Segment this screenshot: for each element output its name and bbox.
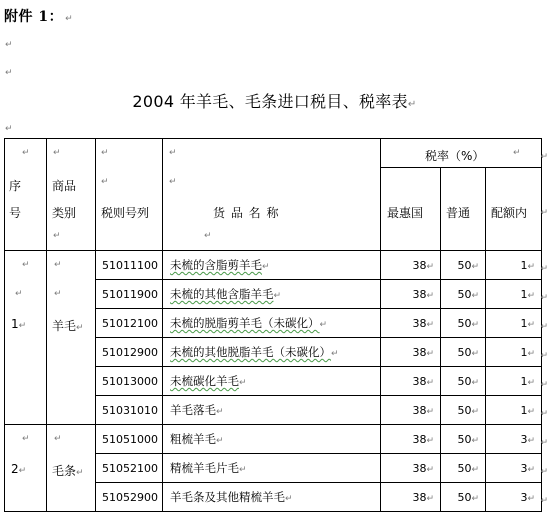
name-cell: 精梳羊毛片毛↵ <box>163 454 381 483</box>
paragraph-mark-icon: ↵ <box>5 68 13 78</box>
paragraph-mark-icon: ↵ <box>204 231 212 241</box>
general-cell: 50↵ <box>441 251 486 280</box>
paragraph-mark-icon: ↵ <box>540 409 548 419</box>
paragraph-mark-icon: ↵ <box>540 351 548 361</box>
header-category-line1: 商品 <box>52 179 77 193</box>
name-cell: 未梳的其他脱脂羊毛（未碳化）↵ <box>163 338 381 367</box>
paragraph-mark-icon: ↵ <box>54 260 62 270</box>
header-seq-line2: 号 <box>9 206 22 220</box>
paragraph-mark-icon: ↵ <box>540 438 548 448</box>
header-name-text: 货 品 名 称 <box>213 206 280 220</box>
paragraph-mark-icon: ↵ <box>540 152 548 162</box>
quota-cell: 3↵ <box>486 425 542 454</box>
header-mfn-text: 最惠国 <box>387 206 424 220</box>
header-name <box>163 139 381 251</box>
attachment-text: 附件 1： <box>4 9 64 25</box>
quota-cell: 1↵ <box>486 309 542 338</box>
paragraph-mark-icon: ↵ <box>22 148 30 158</box>
header-mfn <box>381 168 441 251</box>
category-cell <box>47 251 96 425</box>
general-cell: 50↵ <box>441 425 486 454</box>
code-cell: 51012100 <box>96 309 163 338</box>
quota-cell: 1↵ <box>486 338 542 367</box>
code-cell: 51031010 <box>96 396 163 425</box>
tariff-rate-table <box>4 138 542 512</box>
code-cell: 51051000 <box>96 425 163 454</box>
paragraph-mark-icon: ↵ <box>5 124 13 134</box>
paragraph-mark-icon: ↵ <box>15 289 23 299</box>
seq-cell <box>5 251 47 425</box>
paragraph-mark-icon: ↵ <box>22 260 30 270</box>
paragraph-mark-icon: ↵ <box>540 380 548 390</box>
general-cell: 50↵ <box>441 483 486 512</box>
quota-cell: 1↵ <box>486 251 542 280</box>
paragraph-mark-icon: ↵ <box>540 496 548 506</box>
table-row <box>5 251 542 280</box>
category-value: 毛条↵ <box>52 464 84 478</box>
paragraph-mark-icon: ↵ <box>540 322 548 332</box>
category-cell <box>47 425 96 512</box>
seq-cell <box>5 425 47 512</box>
code-cell: 51012900 <box>96 338 163 367</box>
mfn-cell: 38↵ <box>381 338 441 367</box>
name-cell: 羊毛落毛↵ <box>163 396 381 425</box>
name-cell: 羊毛条及其他精梳羊毛↵ <box>163 483 381 512</box>
paragraph-mark-icon: ↵ <box>540 293 548 303</box>
mfn-cell: 38↵ <box>381 251 441 280</box>
paragraph-mark-icon: ↵ <box>22 434 30 444</box>
code-cell: 51011900 <box>96 280 163 309</box>
header-category-line2: 类别 <box>52 206 77 220</box>
mfn-cell: 38↵ <box>381 454 441 483</box>
mfn-cell: 38↵ <box>381 367 441 396</box>
mfn-cell: 38↵ <box>381 396 441 425</box>
paragraph-mark-icon: ↵ <box>407 99 417 110</box>
header-quota-text: 配额内 <box>491 206 528 220</box>
quota-cell: 1↵ <box>486 367 542 396</box>
name-cell: 未梳的含脂剪羊毛↵ <box>163 251 381 280</box>
general-cell: 50↵ <box>441 280 486 309</box>
header-general-text: 普通 <box>446 206 471 220</box>
paragraph-mark-icon: ↵ <box>53 148 61 158</box>
header-rate-group-text: 税率（%） <box>425 149 485 163</box>
paragraph-mark-icon: ↵ <box>540 208 548 218</box>
paragraph-mark-icon: ↵ <box>54 434 62 444</box>
paragraph-mark-icon: ↵ <box>5 40 13 50</box>
name-cell: 未梳的其他含脂羊毛↵ <box>163 280 381 309</box>
paragraph-mark-icon: ↵ <box>54 289 62 299</box>
mfn-cell: 38↵ <box>381 280 441 309</box>
general-cell: 50↵ <box>441 309 486 338</box>
header-code-text: 税则号列 <box>101 206 150 220</box>
header-category <box>47 139 96 251</box>
paragraph-mark-icon: ↵ <box>101 148 109 158</box>
document-title-text: 2004 年羊毛、毛条进口税目、税率表 <box>132 92 408 111</box>
attachment-label <box>4 6 73 26</box>
name-cell: 未梳的脱脂剪羊毛（未碳化）↵ <box>163 309 381 338</box>
quota-cell: 3↵ <box>486 454 542 483</box>
paragraph-mark-icon: ↵ <box>540 264 548 274</box>
paragraph-mark-icon: ↵ <box>65 14 74 24</box>
paragraph-mark-icon: ↵ <box>169 148 177 158</box>
quota-cell: 3↵ <box>486 483 542 512</box>
paragraph-mark-icon: ↵ <box>540 467 548 477</box>
header-general <box>441 168 486 251</box>
code-cell: 51013000 <box>96 367 163 396</box>
code-cell: 51011100 <box>96 251 163 280</box>
seq-value: 1↵ <box>11 317 27 331</box>
category-value: 羊毛↵ <box>52 319 84 333</box>
paragraph-mark-icon: ↵ <box>169 177 177 187</box>
general-cell: 50↵ <box>441 396 486 425</box>
quota-cell: 1↵ <box>486 396 542 425</box>
mfn-cell: 38↵ <box>381 483 441 512</box>
header-seq <box>5 139 47 251</box>
paragraph-mark-icon: ↵ <box>101 177 109 187</box>
header-seq-line1: 序 <box>9 179 22 193</box>
name-cell: 未梳碳化羊毛↵ <box>163 367 381 396</box>
header-quota <box>486 168 542 251</box>
code-cell: 51052900 <box>96 483 163 512</box>
paragraph-mark-icon: ↵ <box>53 231 61 241</box>
header-rate-group <box>381 139 542 168</box>
header-code <box>96 139 163 251</box>
table-row <box>5 425 542 454</box>
code-cell: 51052100 <box>96 454 163 483</box>
seq-value: 2↵ <box>11 462 27 476</box>
general-cell: 50↵ <box>441 367 486 396</box>
general-cell: 50↵ <box>441 338 486 367</box>
name-cell: 粗梳羊毛↵ <box>163 425 381 454</box>
quota-cell: 1↵ <box>486 280 542 309</box>
mfn-cell: 38↵ <box>381 309 441 338</box>
document-title <box>0 89 549 112</box>
mfn-cell: 38↵ <box>381 425 441 454</box>
paragraph-mark-icon: ↵ <box>513 148 521 158</box>
general-cell: 50↵ <box>441 454 486 483</box>
